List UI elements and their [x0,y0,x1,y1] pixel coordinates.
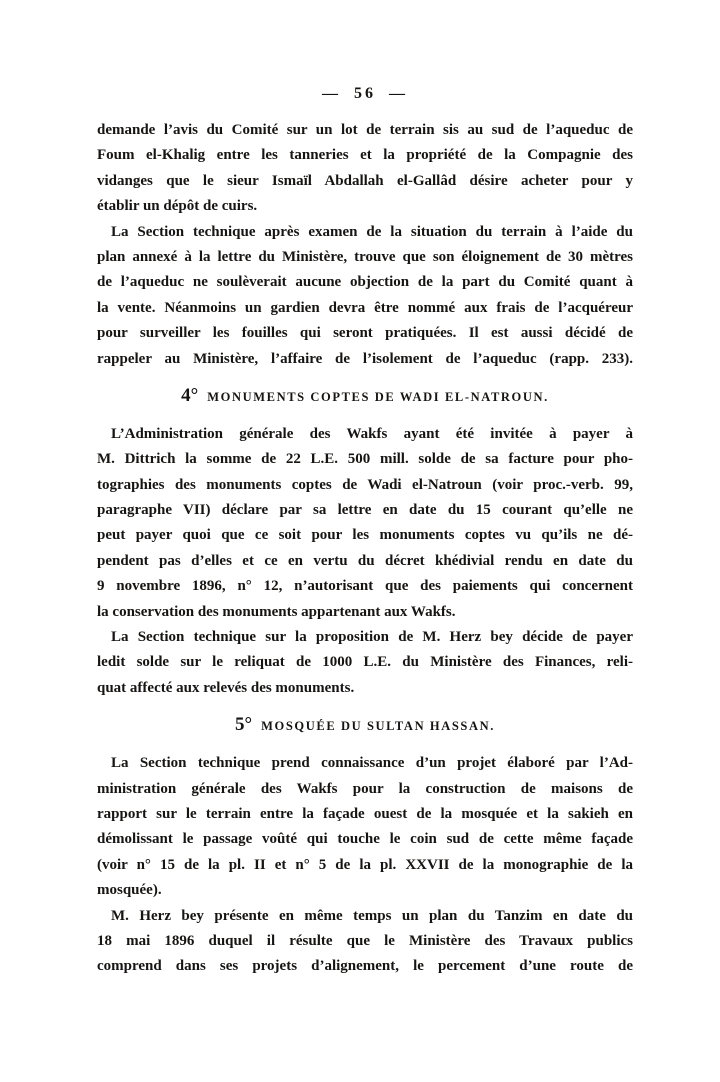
section-title: MONUMENTS COPTES DE WADI EL-NATROUN. [207,389,549,404]
paragraph [97,220,633,372]
text-line: M. Dittrich la somme de 22 L.E. 500 mill. solde de sa facture pour pho- [97,451,633,468]
paragraph [97,625,633,701]
text-line: L’Administration générale des Wakfs ayant été invitée à payer à [111,425,633,442]
text-line: La Section technique prend connaissance d’un projet élaboré par l’Ad- [111,755,633,772]
text-line: tographies des monuments coptes de Wadi el-Natroun (voir proc.-verb. 99, [97,476,633,493]
text-line: établir un dépôt de cuirs. [97,198,258,215]
text-line: rapport sur le terrain entre la façade ouest de la mosquée et la sakieh en [97,805,633,822]
text-line: plan annexé à la lettre du Ministère, trouve que son éloignement de 30 mètres [97,248,633,265]
page-number: — 56 — [322,85,408,102]
text-line: La Section technique sur la proposition de M. Herz bey décide de payer [111,629,633,646]
section-number: 4° [181,384,199,406]
text-line: ministration générale des Wakfs pour la construction de maisons de [97,780,633,797]
text-line: M. Herz bey présente en même temps un plan du Tanzim en date du [111,907,633,924]
paragraph [97,904,633,980]
text-line: paragraphe VII) déclare par sa lettre en date du 15 courant qu’elle ne [97,502,633,519]
text-line: demande l’avis du Comité sur un lot de terrain sis au sud de l’aqueduc de [97,122,633,138]
text-line: 9 novembre 1896, n° 12, n’autorisant que des paiements qui concernent [97,578,633,595]
section-number: 5° [235,714,253,736]
text-line: de l’aqueduc ne soulèverait aucune objection de la part du Comité quant à [97,274,633,291]
text-line: comprend dans ses projets d’alignement, le percement d’une route de [97,958,633,975]
text-line: vidanges que le sieur Ismaïl Abdallah el-Gallâd désire acheter pour y [97,172,633,189]
text-line: la vente. Néanmoins un gardien devra être nommé aux frais de l’acquéreur [97,299,633,316]
paragraph [97,422,633,625]
text-line: 18 mai 1896 duquel il résulte que le Ministère des Travaux publics [97,932,633,949]
section-heading-5 [97,713,633,737]
text-line: ledit solde sur le reliquat de 1000 L.E. du Ministère des Finances, reli- [97,654,633,671]
text-line: (voir n° 15 de la pl. II et n° 5 de la pl. XXVII de la monographie de la [97,856,633,873]
text-line: rappeler au Ministère, l’affaire de l’isolement de l’aqueduc (rapp. 233). [97,350,633,367]
text-line: pendent pas d’elles et ce en vertu du décret khédivial rendu en date du [97,552,633,569]
section-heading-4 [97,384,633,408]
text-line: quat affecté aux relevés des monuments. [97,679,355,696]
text-line: mosquée). [97,882,162,899]
text-line: Foum el-Khalig entre les tanneries et la propriété de la Compagnie des [97,147,633,164]
text-line: peut payer quoi que ce soit pour les monuments coptes vu qu’ils ne dé- [97,527,633,544]
paragraph [97,118,633,220]
text-line: pour surveiller les fouilles qui seront pratiquées. Il est aussi décidé de [97,325,633,342]
text-line: La Section technique après examen de la situation du terrain à l’aide du [111,223,633,240]
section-title: MOSQUÉE DU SULTAN HASSAN. [261,719,495,734]
paragraph [97,751,633,903]
text-line: démolissant le passage voûté qui touche le coin sud de cette même façade [97,831,633,848]
text-line: la conservation des monuments appartenant aux Wakfs. [97,603,456,620]
